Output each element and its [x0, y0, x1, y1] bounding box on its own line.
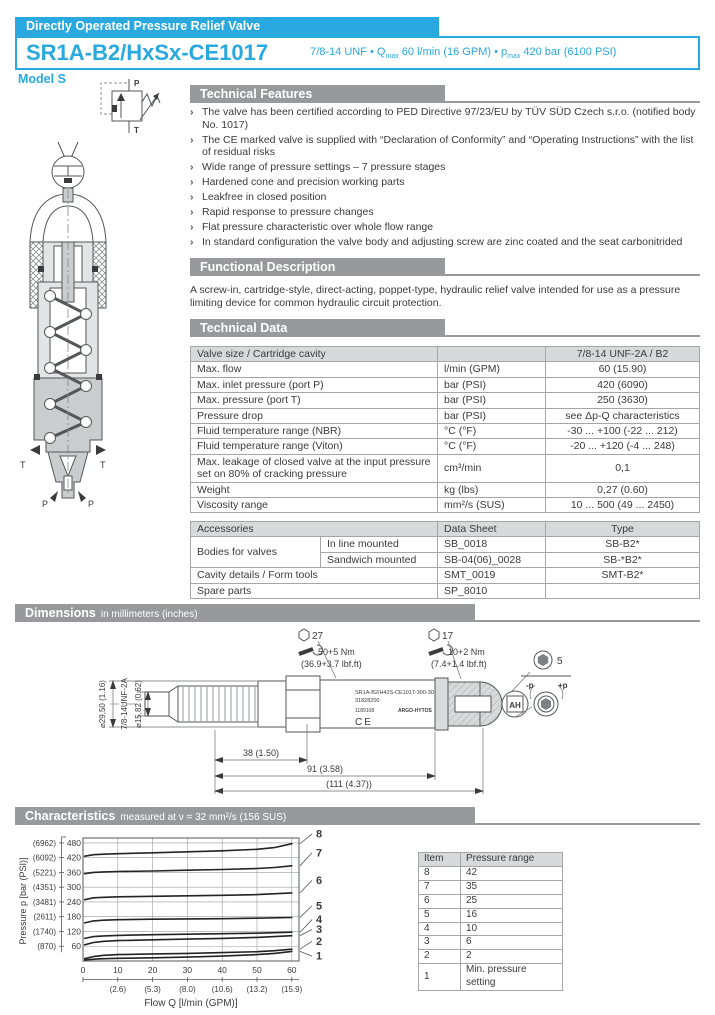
feature-item: › The valve has been certified according to PED Directive 97/23/EU by TÜV SÜD Czech s.r.o. (notified body No. 1017) — [190, 106, 696, 131]
hex-size-icon — [429, 629, 439, 641]
hex-size-icon — [299, 629, 309, 641]
x-tick-lmin: 30 — [182, 965, 193, 975]
y-tick-bar: 300 — [66, 882, 81, 893]
curve-label-leader — [300, 951, 312, 956]
section-functional-description: Functional Description — [190, 258, 445, 276]
table-row: Spare parts SP_8010 — [191, 583, 700, 598]
curve-label-4: 4 — [316, 914, 323, 927]
bullet-icon: › — [190, 176, 194, 189]
model-label: Model S — [18, 72, 66, 86]
bullet-icon: › — [190, 161, 194, 174]
document-header-title: Directly Operated Pressure Relief Valve — [26, 19, 261, 33]
bullet-icon: › — [190, 221, 194, 234]
feature-item: › Hardened cone and precision working parts — [190, 176, 405, 189]
table-row: Bodies for valves In line mounted SB_0018 SB-B2* — [191, 537, 700, 552]
product-title-box — [15, 36, 700, 70]
table-row: Max. pressure (port T) bar (PSI) 250 (3630) — [191, 393, 700, 408]
y-tick-psi: (870) — [37, 942, 56, 952]
table-row: Accessories Data Sheet Type — [191, 522, 700, 537]
allen-key-size: 5 — [557, 656, 563, 667]
y-tick-bar: 420 — [66, 852, 81, 863]
body-marking-line3: 1189108 — [355, 708, 375, 714]
document-header-bar — [15, 17, 439, 36]
technical-data-table — [190, 346, 700, 513]
seal-ring — [38, 266, 44, 272]
x-tick-lmin: 10 — [113, 965, 123, 975]
t-port-label-left: T — [20, 460, 26, 470]
ce-mark: CE — [355, 717, 373, 728]
table-row: 7 35 — [419, 880, 563, 894]
bullet-icon: › — [190, 106, 194, 118]
symbol-port-t-label: T — [134, 126, 139, 135]
seal-ring — [34, 374, 40, 380]
symbol-port-p-label: P — [134, 79, 140, 88]
feature-item: › The CE marked valve is supplied with “Declaration of Conformity” and “Operating Instructions” with the list of residual risks — [190, 133, 694, 159]
functional-description-text: A screw-in, cartridge-style, direct-acting, poppet-type, hydraulic relief valve intended for use as a pressure limiting device for common hydraulic circuit protection. — [190, 284, 681, 309]
section-rule — [445, 335, 700, 337]
x-tick-gpm: (10.6) — [211, 985, 233, 994]
section-dimensions: Dimensions in millimeters (inches) — [15, 604, 475, 622]
p-port-label-left: P — [42, 499, 49, 508]
table-row: Weight kg (lbs) 0,27 (0.60) — [191, 482, 700, 497]
x-tick-lmin: 0 — [80, 965, 86, 975]
table-row: Cavity details / Form tools SMT_0019 SMT-B2* — [191, 568, 700, 583]
table-row: Valve size / Cartridge cavity 7/8-14 UNF-2A / B2 — [191, 347, 700, 362]
table-row: Item Pressure range — [419, 853, 563, 867]
feature-item: › Leakfree in closed position — [190, 191, 327, 204]
torque-value-2: 10+2 Nm — [448, 647, 485, 657]
hex-nut — [286, 676, 320, 732]
t-port-arrow-left — [30, 445, 40, 455]
features-list — [190, 106, 702, 251]
hex-size-27: 27 — [312, 631, 324, 642]
table-row: 4 10 — [419, 922, 563, 936]
y-tick-bar: 240 — [66, 896, 81, 907]
body-marking-line1: SR1A-B2/H42S-CE1017-300-30 — [355, 690, 434, 696]
flow-curve-5 — [85, 918, 292, 923]
section-rule — [475, 823, 700, 825]
product-code: SR1A-B2/HxSx-CE1017 — [26, 40, 269, 65]
table-row: Max. leakage of closed valve at the input pressure set on 80% of cracking pressure cm³/min 0,1 — [191, 454, 700, 482]
torque-value-2-lb: (7.4+1.4 lbf.ft) — [431, 659, 487, 669]
bullet-icon: › — [190, 191, 194, 204]
dim-length-91: 91 (3.58) — [306, 764, 344, 774]
table-row: Fluid temperature range (Viton) °C (°F) -20 ... +120 (-4 ... 248) — [191, 439, 700, 454]
seal-ring — [92, 266, 98, 272]
t-port-arrow-right — [96, 445, 106, 455]
section-rule — [475, 620, 700, 622]
torque-value-1: 50+5 Nm — [318, 647, 355, 657]
curve-label-5: 5 — [316, 900, 323, 913]
valve-nose — [145, 692, 169, 716]
torque-wrench-icon — [429, 649, 443, 654]
thread-section — [178, 686, 258, 722]
x-tick-gpm: (8.0) — [179, 985, 196, 994]
dim-thread: 7/8-14UNF-2A — [120, 678, 129, 730]
x-tick-gpm: (2.6) — [109, 985, 127, 994]
p-port-arrow-left — [50, 491, 58, 502]
curve-label-3: 3 — [316, 924, 323, 937]
p-port-label-right: P — [88, 499, 95, 508]
section-technical-features: Technical Features — [190, 85, 445, 103]
bullet-icon: › — [190, 236, 194, 249]
curve-label-leader — [300, 906, 312, 918]
table-row: 3 6 — [419, 936, 563, 950]
torque-value-1-lb: (36.9+3.7 lbf.ft) — [301, 659, 362, 669]
valve-cross-section — [18, 138, 118, 508]
flow-curve-3 — [85, 936, 292, 945]
symbol-poppet — [112, 105, 117, 112]
feature-item: › Flat pressure characteristic over whole flow range — [190, 221, 434, 234]
table-row: Sandwich mounted SB-04(06)_0028 SB-*B2* — [191, 552, 700, 567]
feature-item: › In standard configuration the valve body and adjusting screw are zinc coated and the seat carbonitrided — [190, 236, 683, 249]
increase-pressure-label: +p — [558, 681, 568, 690]
flow-pressure-chart — [18, 828, 418, 1013]
section-rule — [445, 274, 700, 276]
feature-item: › Rapid response to pressure changes — [190, 206, 374, 219]
x-tick-gpm: (5.3) — [144, 985, 161, 994]
dim-nose-diameter: ⌀15,82 (0.62) — [134, 680, 143, 728]
x-tick-lmin: 20 — [147, 965, 158, 975]
curve-label-8: 8 — [316, 828, 323, 841]
brand-marking: ARGO-HYTOS — [398, 708, 432, 714]
y-tick-bar: 180 — [66, 911, 81, 922]
section-rule — [445, 101, 700, 103]
logo-monogram: AH — [509, 701, 521, 710]
section-characteristics: Characteristics measured at ν = 32 mm²/s (156 SUS) — [15, 807, 475, 825]
y-tick-bar: 360 — [66, 867, 81, 878]
flow-curve-8 — [85, 844, 292, 857]
table-row: Fluid temperature range (NBR) °C (°F) -30 ... +100 (-22 ... 212) — [191, 424, 700, 439]
table-row: 5 16 — [419, 908, 563, 922]
y-tick-psi: (1740) — [32, 927, 56, 937]
flow-curve-6 — [85, 893, 292, 900]
y-tick-psi: (6092) — [32, 853, 56, 863]
seal-ring — [96, 374, 102, 380]
plot-border — [83, 838, 299, 961]
x-axis-label: Flow Q [l/min (GPM)] — [144, 998, 238, 1009]
x-tick-lmin: 50 — [252, 965, 262, 975]
table-row: 1 Min. pressure setting — [419, 964, 563, 991]
curve-label-6: 6 — [316, 874, 323, 887]
y-tick-psi: (4351) — [32, 883, 56, 893]
table-row: 6 25 — [419, 894, 563, 908]
curve-label-7: 7 — [316, 847, 323, 860]
table-row: Viscosity range mm²/s (SUS) 10 ... 500 (49 ... 2450) — [191, 498, 700, 513]
curve-label-1: 1 — [316, 950, 323, 963]
x-tick-gpm: (13.2) — [246, 985, 268, 994]
bullet-icon: › — [190, 133, 194, 146]
hex-size-17: 17 — [442, 631, 454, 642]
x-tick-lmin: 60 — [287, 965, 297, 975]
t-port-label-right: T — [100, 460, 106, 470]
accessories-table — [190, 521, 700, 599]
y-tick-psi: (3481) — [32, 897, 56, 907]
y-axis-label: Pressure p [bar (PSI)] — [18, 857, 28, 945]
curve-label-leader — [300, 853, 312, 866]
table-row: Max. flow l/min (GPM) 60 (15.90) — [191, 362, 700, 377]
curve-label-leader — [300, 880, 312, 893]
y-tick-psi: (2611) — [33, 912, 56, 922]
hydraulic-symbol — [90, 76, 162, 138]
bullet-icon: › — [190, 206, 194, 219]
curve-label-leader — [300, 941, 312, 949]
x-tick-lmin: 40 — [217, 965, 227, 975]
dim-length-38: 38 (1.50) — [242, 748, 280, 758]
curve-label-leader — [300, 834, 312, 844]
product-spec-line: 7/8-14 UNF • $Q_{max}$ 60 l/min (16 GPM) • $p_{max}$ 420 bar (6100 PSI) — [310, 45, 617, 61]
y-tick-bar: 60 — [71, 941, 81, 952]
decrease-pressure-label: -p — [526, 681, 534, 690]
dim-length-111: (111 (4.37)) — [326, 779, 372, 789]
dim-outer-diameter: ⌀29,50 (1.16) — [98, 680, 107, 728]
table-row: 2 2 — [419, 950, 563, 964]
valve-body — [320, 680, 435, 728]
pressure-range-legend-table — [418, 852, 563, 991]
y-tick-psi: (6962) — [32, 838, 56, 848]
body-marking-line2: 31828200 — [355, 698, 380, 704]
x-tick-gpm: (15.9) — [281, 985, 303, 994]
table-row: 8 42 — [419, 866, 563, 880]
feature-item: › Wide range of pressure settings – 7 pressure stages — [190, 161, 446, 174]
section-technical-data: Technical Data — [190, 319, 445, 337]
torque-wrench-icon — [299, 649, 313, 654]
table-row: Pressure drop bar (PSI) see Δp-Q characteristics — [191, 408, 700, 423]
y-tick-psi: (5221) — [32, 868, 56, 878]
p-port-arrow-right — [78, 491, 86, 502]
table-row: Max. inlet pressure (port P) bar (PSI) 420 (6090) — [191, 377, 700, 392]
dimensions-drawing — [15, 624, 700, 804]
y-tick-bar: 480 — [66, 837, 81, 848]
curve-label-2: 2 — [316, 935, 323, 948]
y-tick-bar: 120 — [66, 926, 81, 937]
